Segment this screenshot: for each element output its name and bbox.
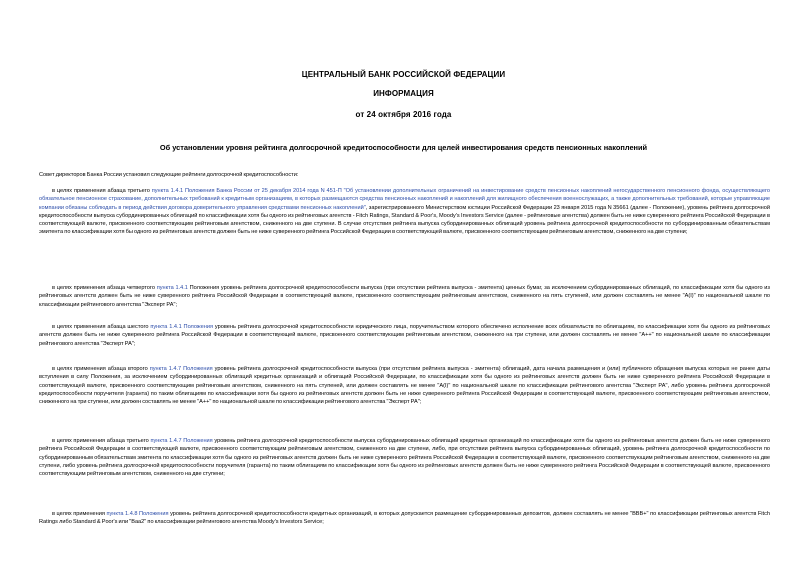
- paragraph-6: [39, 510, 770, 527]
- document-subject: Об установлении уровня рейтинга долгосрочной кредитоспособности для целей инвестирования средств пенсионных накоплений: [159, 143, 648, 152]
- paragraph-6-post: уровень рейтинга долгосрочной кредитоспособности кредитных организаций, в которых допускается размещение субординированных депозитов, должен составлять не менее "BBB+" по классификации рейтинговых агентств Fitch Ratings либо Standard & Poor's или "Baa2" по классификации рейтингового агентства Moody's Investors Service;: [39, 511, 770, 526]
- paragraph-6-link[interactable]: пункта 1.4.8 Положения: [106, 511, 169, 517]
- paragraph-4-link[interactable]: пункта 1.4.7 Положения: [149, 366, 213, 372]
- paragraph-4-post: уровень рейтинга долгосрочной кредитоспособности выпуска (при отсутствии рейтинга выпуска - эмитента) облигаций, дата начала размещения и (или) публичного обращения выпуска которых не ранее даты вступления в силу Положения, за исключением субординированных облигаций кредитных организаций и облигаций Российской Федерации, по классификации хотя бы одного из рейтинговых агентств должен быть не ниже суверенного рейтинга Российской Федерации в соответствующей валюте, присвоенного соответствующим рейтинговым агентством, сниженного на пять ступеней, или должен составлять не менее "A(I)" по национальной шкале по классификации рейтингового агентства "Эксперт РА", либо уровень рейтинга долгосрочной кредитоспособности поручителя (гаранта) по таким облигациям по классификации хотя бы одного из рейтинговых агентств должен быть не ниже суверенного рейтинга Российской Федерации в соответствующей валюте, присвоенного соответствующим рейтинговым агентством, сниженного на три ступени, или должен составлять не менее "A++" по национальной шкале по классификации рейтингового агентства "Эксперт РА";: [39, 366, 770, 406]
- doc-type-title: ИНФОРМАЦИЯ: [373, 89, 434, 98]
- paragraph-1-pre: в целях применения абзаца третьего: [52, 188, 152, 194]
- paragraph-2-pre: в целях применения абзаца четвертого: [52, 285, 157, 291]
- paragraph-5-link[interactable]: пункта 1.4.7 Положения: [150, 438, 213, 444]
- doc-date: от 24 октября 2016 года: [355, 110, 452, 119]
- paragraph-2-link[interactable]: пункта 1.4.1: [156, 285, 188, 291]
- org-title: ЦЕНТРАЛЬНЫЙ БАНК РОССИЙСКОЙ ФЕДЕРАЦИИ: [301, 70, 506, 79]
- paragraph-2-post: Положения уровень рейтинга долгосрочной кредитоспособности выпуска (при отсутствии рейтинга выпуска - эмитента) ценных бумаг, за исключением субординированных облигаций, по классификации хотя бы одного из рейтинговых агентств должен быть не ниже суверенного рейтинга Российской Федерации в соответствующей валюте, присвоенного соответствующим рейтинговым агентством, сниженного на пять ступеней, или должен составлять не менее "A(I)" по национальной шкале по классификации рейтингового агентства "Эксперт РА";: [39, 285, 770, 308]
- paragraph-6-pre: в целях применения: [52, 511, 107, 517]
- paragraph-3-link[interactable]: пункта 1.4.1 Положения: [150, 324, 214, 330]
- paragraph-1-link[interactable]: пункта 1.4.1 Положения Банка России от 25 декабря 2014 года N 451-П "Об установлении дополнительных ограничений на инвестирование средств пенсионных накоплений негосударственного пенсионного фонда, осуществляющего обязательное пенсионное страхование, дополнительных требований к кредитным организациям, в которых размещаются средства пенсионных накоплений и накоплений для жилищного обеспечения военнослужащих, а также дополнительных требований, которые управляющие компании обязаны соблюдать в период действия договора доверительного управления средствами пенсионных накоплений": [39, 188, 770, 211]
- paragraph-4-pre: в целях применения абзаца второго: [52, 366, 150, 372]
- paragraph-3: [39, 323, 770, 348]
- intro-paragraph: Совет директоров Банка России установил следующие рейтинги долгосрочной кредитоспособности:: [39, 172, 299, 178]
- paragraph-3-post: уровень рейтинга долгосрочной кредитоспособности юридического лица, поручительством которого обеспечено исполнение всех обязательств по облигациям, по классификации хотя бы одного из рейтинговых агентств должен быть не ниже суверенного рейтинга Российской Федерации в соответствующей валюте, присвоенного соответствующим рейтинговым агентством, сниженного на три ступени, или должен составлять не менее "A++" по национальной шкале по классификации рейтингового агентства "Эксперт РА";: [39, 324, 770, 347]
- paragraph-2: [39, 284, 770, 309]
- paragraph-5-pre: в целях применения абзаца третьего: [52, 438, 151, 444]
- paragraph-3-pre: в целях применения абзаца шестого: [52, 324, 151, 330]
- paragraph-1: [39, 187, 770, 237]
- paragraph-1-post: , зарегистрированного Министерством юстиции Российской Федерации 23 января 2015 года N 35661 (далее - Положение), уровень рейтинга долгосрочной кредитоспособности выпуска субординированных облигаций по классификации хотя бы одного из рейтинговых агентств - Fitch Ratings, Standard & Poor's, Moody's Investors Service (далее - рейтинговые агентства) должен быть не ниже суверенного рейтинга Российской Федерации в соответствующей валюте, присвоенного соответствующим рейтинговым агентством, сниженного на две ступени. В случае отсутствия рейтинга выпуска субординированных облигаций уровень рейтинга долгосрочной кредитоспособности по субординированным обязательствам эмитента по классификации хотя бы одного из рейтинговых агентств должен быть не ниже суверенного рейтинга Российской Федерации в соответствующей валюте, присвоенного соответствующим рейтинговым агентством, сниженного на две ступени;: [39, 204, 770, 236]
- paragraph-5: [39, 437, 770, 478]
- paragraph-5-post: уровень рейтинга долгосрочной кредитоспособности выпуска субординированных облигаций кредитных организаций по классификации хотя бы одного из рейтинговых агентств должен быть не ниже суверенного рейтинга Российской Федерации в соответствующей валюте, присвоенного соответствующим рейтинговым агентством, сниженного на две ступени, либо, при отсутствии рейтинга выпуска субординированных облигаций, уровень рейтинга долгосрочной кредитоспособности по субординированным обязательствам эмитента по классификации хотя бы одного из рейтинговых агентств должен быть не ниже суверенного рейтинга Российской Федерации в соответствующей валюте, присвоенного соответствующим рейтинговым агентством, сниженного на две ступени, либо уровень рейтинга долгосрочной кредитоспособности поручителя (гаранта) по таким облигациям по классификации хотя бы одного из рейтинговых агентств должен быть не ниже суверенного рейтинга Российской Федерации в соответствующей валюте, присвоенного соответствующим рейтинговым агентством, сниженного на две ступени;: [39, 438, 770, 478]
- paragraph-4: [39, 365, 770, 406]
